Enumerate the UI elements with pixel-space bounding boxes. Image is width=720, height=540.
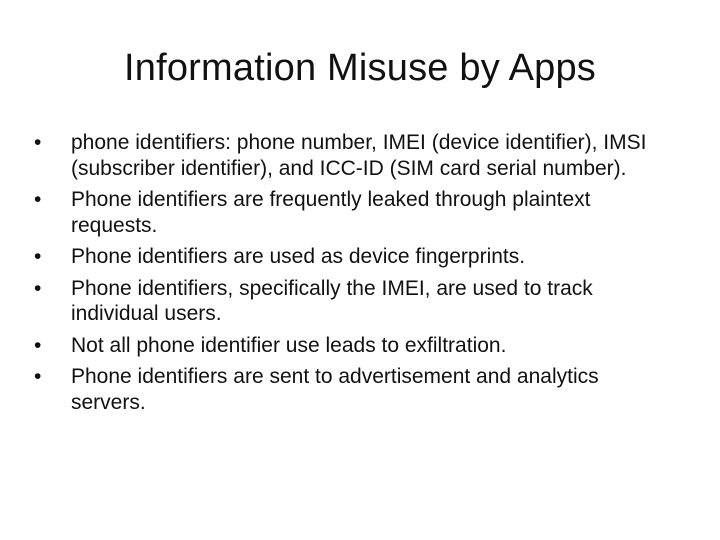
bullet-item xyxy=(34,276,674,327)
bullet-marker: • xyxy=(34,188,42,211)
bullet-marker: • xyxy=(34,276,42,300)
bullet-list xyxy=(34,130,674,421)
bullet-text: Phone identifiers, specifically the IMEI, are used to track individual users. xyxy=(71,276,593,325)
bullet-item xyxy=(34,364,674,415)
bullet-text: Not all phone identifier use leads to exfiltration. xyxy=(71,333,507,357)
bullet-item xyxy=(34,244,674,270)
bullet-item xyxy=(34,187,674,238)
bullet-text: Phone identifiers are frequently leaked through plaintext requests. xyxy=(71,188,591,237)
bullet-marker: • xyxy=(34,333,42,357)
bullet-marker: • xyxy=(34,245,42,268)
bullet-marker: • xyxy=(34,131,42,154)
bullet-marker: • xyxy=(34,365,42,388)
slide-title: Information Misuse by Apps xyxy=(124,47,596,89)
bullet-text: Phone identifiers are used as device fingerprints. xyxy=(71,245,526,268)
bullet-text: phone identifiers: phone number, IMEI (device identifier), IMSI (subscriber identifier), and ICC-ID (SIM card serial number). xyxy=(71,131,647,180)
bullet-text: Phone identifiers are sent to advertisement and analytics servers. xyxy=(71,365,599,414)
bullet-item xyxy=(34,130,674,181)
bullet-item xyxy=(34,333,674,359)
